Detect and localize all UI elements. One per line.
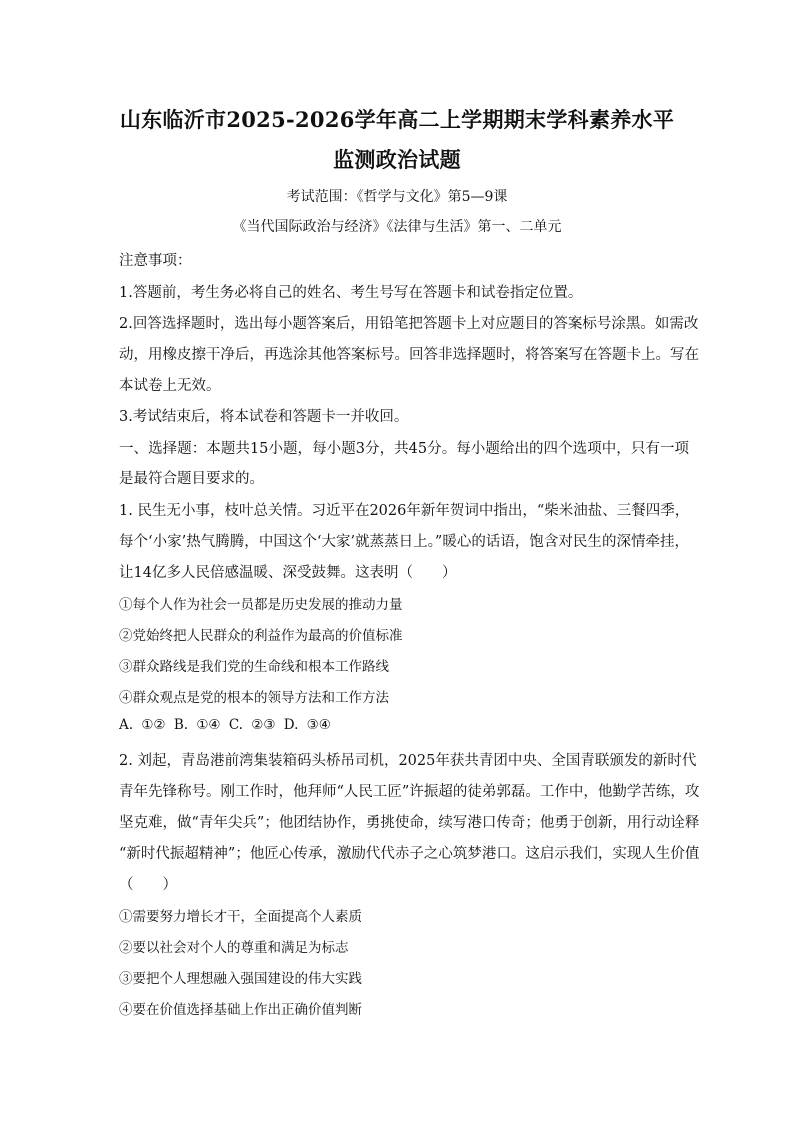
question-1-option-3: ③群众路线是我们党的生命线和根本工作路线 [119, 659, 389, 675]
question-1-line1: 1. 民生无小事，枝叶总关情。习近平在2026年新年贺词中指出，“柴米油盐、三餐四季， [119, 503, 690, 519]
note-item-2-line2: 动，用橡皮擦干净后，再选涂其他答案标号。回答非选择题时，将答案写在答题卡上。写在 [119, 347, 699, 363]
note-item-1: 1.答题前，考生务必将自己的姓名、考生号写在答题卡和试卷指定位置。 [119, 285, 583, 301]
exam-scope-line1: 考试范围：《哲学与文化》第5—9课 [286, 189, 508, 205]
question-2-option-1: ①需要努力增长才干，全面提高个人素质 [119, 909, 362, 925]
section-heading-line2: 是最符合题目要求的。 [119, 471, 264, 487]
question-2-line3: 坚克难，做“青年尖兵”；他团结协作，勇挑使命，续写港口传奇；他勇于创新，用行动诠释 [119, 815, 700, 831]
question-2-line2: 青年先锋称号。刚工作时，他拜师“人民工匠”许振超的徒弟郭磊。工作中，他勤学苦练，攻 [119, 784, 700, 800]
question-1-option-2: ②党始终把人民群众的利益作为最高的价值标准 [119, 628, 403, 644]
exam-title-line1: 山东临沂市2025-2026学年高二上学期期末学科素养水平 [119, 107, 675, 132]
note-item-3: 3.考试结束后，将本试卷和答题卡一并收回。 [119, 409, 409, 425]
exam-scope-line2: 《当代国际政治与经济》《法律与生活》第一、二单元 [232, 219, 562, 235]
question-1-answer-choices: A. ①② B. ①④ C. ②③ D. ③④ [119, 717, 331, 733]
question-2-option-4: ④要在价值选择基础上作出正确价值判断 [119, 1002, 362, 1018]
note-item-2-line3: 本试卷上无效。 [119, 378, 221, 394]
notes-heading: 注意事项： [119, 253, 192, 269]
question-1-line2: 每个‘小家’热气腾腾，中国这个‘大家’就蒸蒸日上。”暖心的话语，饱含对民生的深情牵挂， [119, 534, 689, 550]
question-2-option-2: ②要以社会对个人的尊重和满足为标志 [119, 940, 349, 956]
section-heading-line1: 一、选择题：本题共15小题，每小题3分，共45分。每小题给出的四个选项中，只有一项 [119, 441, 689, 457]
question-2-option-3: ③要把个人理想融入强国建设的伟大实践 [119, 971, 362, 987]
question-2-line5: （ ） [119, 877, 177, 893]
exam-title-line2: 监测政治试题 [333, 147, 461, 172]
question-2-line1: 2. 刘起，青岛港前湾集装箱码头桥吊司机，2025年获共青团中央、全国青联颁发的新时代 [119, 753, 697, 769]
question-1-line3: 让14亿多人民倍感温暖、深受鼓舞。这表明（ ） [119, 565, 457, 581]
question-1-option-4: ④群众观点是党的根本的领导方法和工作方法 [119, 690, 389, 706]
note-item-2-line1: 2.回答选择题时，选出每小题答案后，用铅笔把答题卡上对应题目的答案标号涂黑。如需改 [119, 316, 699, 332]
question-2-line4: “新时代振超精神”；他匠心传承，激励代代赤子之心筑梦港口。这启示我们，实现人生价值 [119, 846, 700, 862]
question-1-option-1: ①每个人作为社会一员都是历史发展的推动力量 [119, 597, 403, 613]
